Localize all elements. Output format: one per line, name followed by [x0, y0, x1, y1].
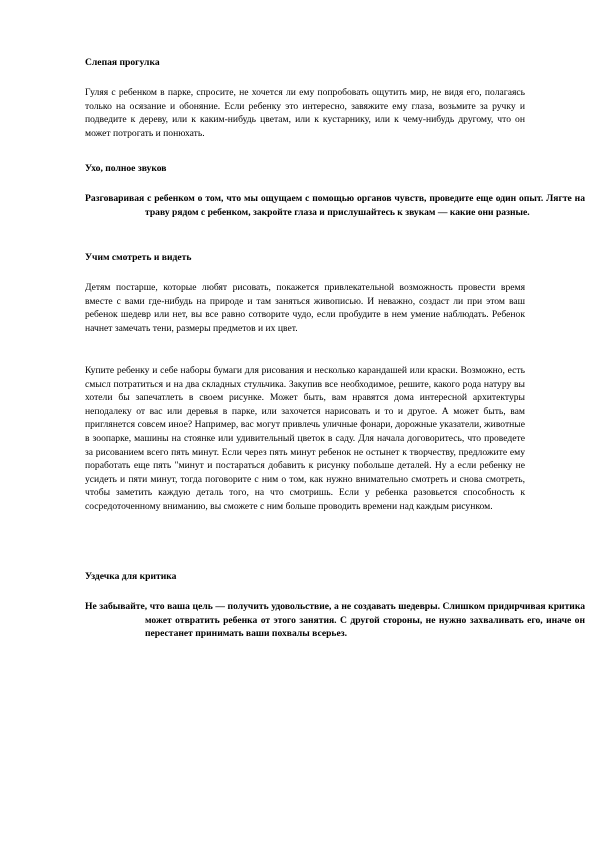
paragraph-ear-full-of-sounds: Разговаривая с ребенком о том, что мы ощущаем с помощью органов чувств, проведите еще один опыт. Лягте на траву рядом с ребенком, закройте глаза и прислушайтесь к звукам — какие они разные.	[85, 193, 585, 218]
section-heading-blind-walk: Слепая прогулка	[85, 57, 160, 68]
paragraph-blind-walk: Гуляя с ребенком в парке, спросите, не хочется ли ему попробовать ощутить мир, не видя его, полагаясь только на осязание и обоняние. Если ребенку это интересно, завяжите ему глаза, возьмите за ручку и подведите к дереву, или к каким-нибудь цветам, или к кустарнику, или к чему-нибудь другому, что он может потрогать и понюхать.	[85, 87, 525, 139]
section-heading-learn-to-see: Учим смотреть и видеть	[85, 252, 192, 263]
paragraph-learn-to-see-1: Детям постарше, которые любят рисовать, покажется привлекательной возможность провести время вместе с вами где-нибудь на природе и там заняться живописью. И неважно, создаст ли при этом ваш ребенок шедевр или нет, вы все равно сотворите чудо, если пробудите в нем умение наблюдать. Ребенок начнет замечать тени, размеры предметов и их цвет.	[85, 282, 525, 334]
section-heading-ear-full-of-sounds: Ухо, полное звуков	[85, 163, 167, 174]
paragraph-learn-to-see-2: Купите ребенку и себе наборы бумаги для рисования и несколько карандашей или краски. Возможно, есть смысл потратиться и на два складных стульчика. Закупив все необходимое, решите, какого рода натуру вы хотели бы запечатлеть в своем рисунке. Может быть, вам нравятся дома интересной архитектуры неподалеку от вас или деревья в парке, или захочется нарисовать и то и другое. А может быть, вам приглянется совсем иное? Например, вас могут привлечь уличные фонари, дорожные указатели, животные в зоопарке, машины на стоянке или удивительный цветок в саду. Для начала договоритесь, что проведете за рисованием всего пять минут. Если через пять минут ребенок не остынет к творчеству, предложите ему поработать еще пять "минут и постараться добавить к рисунку побольше деталей. Ну а если ребенку не усидеть и пяти минут, тогда поговорите с ним о том, как нужно внимательно смотреть и снова смотреть, чтобы заметить каждую деталь того, на что смотришь. Если у ребенка разовьется способность к сосредоточенному вниманию, вы сможете с ним больше проводить времени над каждым рисунком.	[85, 365, 525, 512]
paragraph-critic-bridle: Не забывайте, что ваша цель — получить удовольствие, а не создавать шедевры. Слишком придирчивая критика может отвратить ребенка от этого занятия. С другой стороны, не нужно захваливать его, иначе он перестанет принимать ваши похвалы всерьез.	[85, 601, 585, 640]
section-heading-critic-bridle: Уздечка для критика	[85, 571, 177, 582]
